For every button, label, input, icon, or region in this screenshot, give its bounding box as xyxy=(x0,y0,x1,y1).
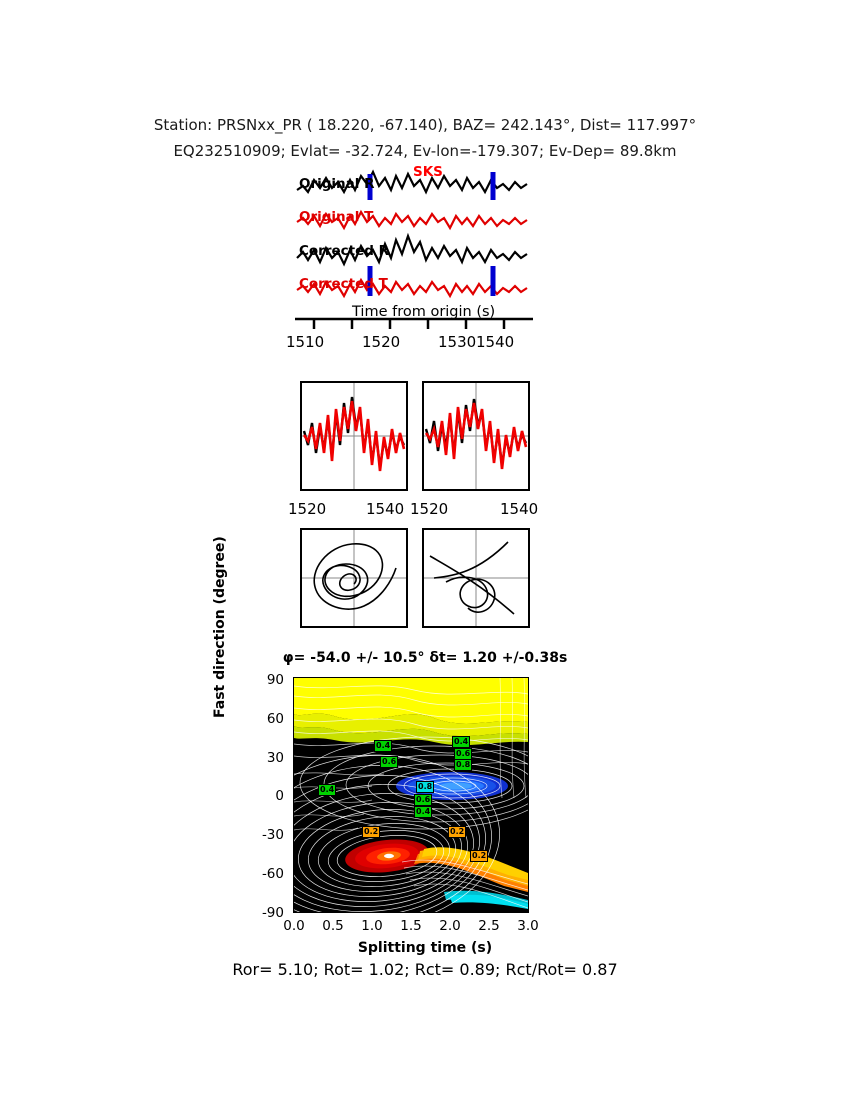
wf-tick-1530: 1530 xyxy=(438,333,477,351)
waveform-axis-title: Time from origin (s) xyxy=(352,304,496,320)
contour-label-1: 0.4 xyxy=(376,741,391,750)
zoom-waveform-left-traces xyxy=(302,383,406,489)
contour-label-12: 0.2 xyxy=(472,851,487,860)
contour-label-9: 0.4 xyxy=(320,785,335,794)
zoom-waveform-right-traces xyxy=(424,383,528,489)
wf-tick-1520: 1520 xyxy=(362,333,401,351)
contour-xtick-20: 2.0 xyxy=(439,918,461,934)
zoom-waveform-box-left xyxy=(300,381,408,491)
contour-label-5: 0.8 xyxy=(456,760,471,769)
contour-ytick-90: 90 xyxy=(266,672,284,688)
trace-label-original-r: Original R xyxy=(299,176,375,192)
contour-label-8: 0.4 xyxy=(416,807,431,816)
contour-label-2: 0.6 xyxy=(382,757,397,766)
contour-ytick-m60: -60 xyxy=(261,866,284,882)
header-line-1: Station: PRSNxx_PR ( 18.220, -67.140), BAZ= 242.143°, Dist= 117.997° xyxy=(153,116,697,134)
waveform-panel xyxy=(295,166,530,316)
contour-label-3: 0.4 xyxy=(454,737,469,746)
contour-xtick-05: 0.5 xyxy=(322,918,344,934)
contour-label-7: 0.6 xyxy=(416,795,431,804)
contour-label-11: 0.2 xyxy=(450,827,465,836)
splitting-contour-plot xyxy=(293,677,529,913)
trace-label-original-t: Original T xyxy=(299,209,374,225)
contour-y-axis-label: Fast direction (degree) xyxy=(212,536,228,718)
sks-phase-label: SKS xyxy=(413,164,443,180)
contour-xtick-10: 1.0 xyxy=(361,918,383,934)
zoom-left-tick-1520: 1520 xyxy=(288,500,327,518)
zoom-right-tick-1540: 1540 xyxy=(500,500,539,518)
particle-motion-after-curve xyxy=(424,530,528,626)
contour-xtick-30: 3.0 xyxy=(517,918,539,934)
zoom-left-tick-1540: 1540 xyxy=(366,500,405,518)
phi-dt-title: φ= -54.0 +/- 10.5° δt= 1.20 +/-0.38s xyxy=(282,650,568,666)
contour-ytick-m30: -30 xyxy=(261,827,284,843)
contour-ytick-0: 0 xyxy=(275,788,284,804)
contour-ytick-60: 60 xyxy=(266,711,284,727)
contour-xtick-25: 2.5 xyxy=(478,918,500,934)
contour-xtick-0: 0.0 xyxy=(283,918,305,934)
particle-motion-box-before xyxy=(300,528,408,628)
contour-ytick-m90: -90 xyxy=(261,905,284,921)
zoom-right-tick-1520: 1520 xyxy=(410,500,449,518)
wf-tick-1510: 1510 xyxy=(286,333,325,351)
wf-tick-1540: 1540 xyxy=(476,333,515,351)
contour-x-axis-label: Splitting time (s) xyxy=(357,940,493,956)
contour-ytick-30: 30 xyxy=(266,750,284,766)
contour-label-10: 0.2 xyxy=(364,827,379,836)
quality-metrics-footer: Ror= 5.10; Rot= 1.02; Rct= 0.89; Rct/Rot= 0.87 xyxy=(232,960,618,979)
header-line-2: EQ232510909; Evlat= -32.724, Ev-lon=-179.307; Ev-Dep= 89.8km xyxy=(173,142,677,160)
trace-label-corrected-r: Corrected R xyxy=(299,243,390,259)
particle-motion-before-curve xyxy=(302,530,406,626)
zoom-waveform-box-right xyxy=(422,381,530,491)
contour-xtick-15: 1.5 xyxy=(400,918,422,934)
contour-label-6: 0.8 xyxy=(418,782,433,791)
contour-label-4: 0.6 xyxy=(456,749,471,758)
particle-motion-box-after xyxy=(422,528,530,628)
figure-header xyxy=(0,112,850,164)
trace-label-corrected-t: Corrected T xyxy=(299,276,388,292)
